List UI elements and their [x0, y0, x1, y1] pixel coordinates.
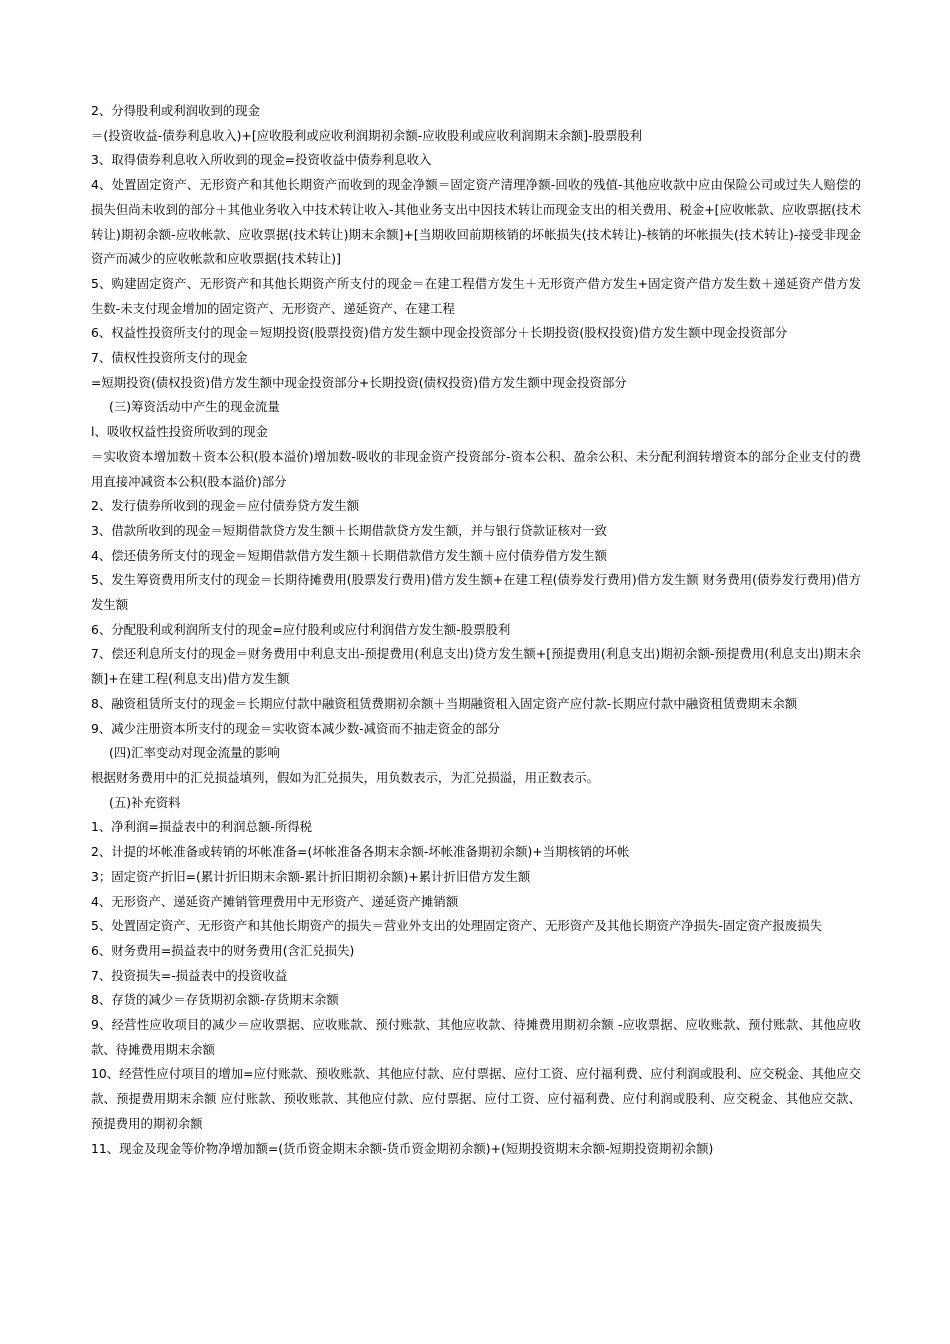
paragraph-bond-issue: 2、发行债券所收到的现金＝应付债券贷方发生额 [91, 498, 360, 514]
paragraph-net-profit: 1、净利润=损益表中的利润总额-所得税 [91, 819, 312, 835]
paragraph-financing-costs: 5、发生筹资费用所支付的现金＝长期待摊费用(股票发行费用)借方发生额+在建工程(债券发行费用)借方发生额 财务费用(债券发行费用)借方发生额 [91, 572, 861, 613]
section-heading-financing: (三)筹资活动中产生的现金流量 [109, 399, 280, 415]
paragraph-finance-expense: 6、财务费用=损益表中的财务费用(含汇兑损失) [91, 942, 355, 958]
section-heading-supplementary: (五)补充资料 [109, 794, 181, 810]
paragraph-depreciation: 3；固定资产折旧=(累计折旧期末余额-累计折旧期初余额)+累计折旧借方发生额 [91, 868, 531, 884]
paragraph-purchase-assets: 5、购建固定资产、无形资产和其他长期资产所支付的现金＝在建工程借方发生＋无形资产借方发生+固定资产借方发生数＋递延资产借方发生数-未支付现金增加的固定资产、无形资产、递延资产、在建工程 [91, 275, 861, 316]
document-body [91, 99, 861, 1161]
paragraph-cash-net-increase: 11、现金及现金等价物净增加额=(货币资金期末余额-货币资金期初余额)+(短期投资期末余额-短期投资期初余额) [91, 1140, 714, 1156]
paragraph-equity-received-formula: ＝实收资本增加数＋资本公积(股本溢价)增加数-吸收的非现金资产投资部分-资本公积、盈余公积、未分配利润转增资本的部分企业支付的费用直接冲减资本公积(股本溢价)部分 [91, 448, 861, 489]
paragraph-finance-lease: 8、融资租赁所支付的现金＝长期应付款中融资租赁费期初余额＋当期融资租入固定资产应付款-长期应付款中融资租赁费期末余额 [91, 695, 798, 711]
paragraph-bond-interest: 3、取得债券利息收入所收到的现金=投资收益中债券利息收入 [91, 152, 432, 168]
paragraph-investment-loss: 7、投资损失=-损益表中的投资收益 [91, 967, 288, 983]
paragraph-bad-debt: 2、计提的坏帐准备或转销的坏帐准备=(坏帐准备各期末余额-坏帐准备期初余额)+当期核销的坏帐 [91, 844, 630, 860]
paragraph-debt-repayment: 4、偿还债务所支付的现金＝短期借款借方发生额＋长期借款借方发生额＋应付债券借方发生额 [91, 547, 607, 563]
section-heading-exchange-rate: (四)汇率变动对现金流量的影响 [109, 745, 280, 761]
paragraph-borrowing: 3、借款所收到的现金＝短期借款贷方发生额＋长期借款贷方发生额，并与银行贷款证核对一致 [91, 522, 607, 538]
paragraph-debt-investment-formula: =短期投资(债权投资)借方发生额中现金投资部分+长期投资(债权投资)借方发生额中现金投资部分 [91, 374, 627, 390]
paragraph-payables-increase: 10、经营性应付项目的增加=应付账款、预收账款、其他应付款、应付票据、应付工资、应付福利费、应付利润或股利、应交税金、其他应交款、预提费用期末余额 应付账款、预收账款、其他应付款、应付票据、应付工资、应付福利费、应付利润或股利、应交税金、其他应交款、预提费用的期初余额 [91, 1066, 861, 1131]
paragraph-equity-received-title: l、吸收权益性投资所收到的现金 [91, 424, 268, 440]
paragraph-dividend-cash-title: 2、分得股利或利润收到的现金 [91, 103, 260, 118]
paragraph-debt-investment-title: 7、债权性投资所支付的现金 [91, 350, 248, 366]
paragraph-interest-paid: 7、偿还利息所支付的现金＝财务费用中利息支出-预提费用(利息支出)贷方发生额+[预提费用(利息支出)期初余额-预提费用(利息支出)期末余额]+在建工程(利息支出)借方发生额 [91, 646, 861, 687]
paragraph-dividend-paid: 6、分配股利或利润所支付的现金=应付股利或应付利润借方发生额-股票股利 [91, 621, 511, 637]
paragraph-exchange-rate: 根据财务费用中的汇兑损益填列，假如为汇兑损失，用负数表示，为汇兑损溢，用正数表示。 [91, 769, 600, 785]
paragraph-dividend-cash-formula: ＝(投资收益-债券利息收入)+[应收股利或应收利润期初余额-应收股利或应收利润期末余额]-股票股利 [91, 127, 643, 143]
paragraph-disposal-loss: 5、处置固定资产、无形资产和其他长期资产的损失＝营业外支出的处理固定资产、无形资产及其他长期资产净损失-固定资产报废损失 [91, 918, 823, 934]
paragraph-amortization: 4、无形资产、递延资产摊销管理费用中无形资产、递延资产摊销额 [91, 893, 459, 909]
paragraph-inventory-decrease: 8、存货的减少＝存货期初余额-存货期末余额 [91, 992, 339, 1008]
paragraph-disposal-assets: 4、处置固定资产、无形资产和其他长期资产而收到的现金净额＝固定资产清理净额-回收的残值-其他应收款中应由保险公司或过失人赔偿的损失但尚未收到的部分＋其他业务收入中技术转让收入-其他业务支出中因技术转让而现金支出的相关费用、税金+[应收帐款、应收票据(技术转让)期初余额-应收帐款、应收票据(技术转让)期末余额]+[当期收回前期核销的坏帐损失(技术转让)-核销的坏帐损失(技术转让)-接受非现金资产而减少的应收帐款和应收票据(技术转让)] [91, 177, 861, 267]
paragraph-capital-reduction: 9、减少注册资本所支付的现金＝实收资本减少数-减资而不抽走资金的部分 [91, 720, 500, 736]
paragraph-equity-investment: 6、权益性投资所支付的现金＝短期投资(股票投资)借方发生额中现金投资部分＋长期投资(股权投资)借方发生额中现金投资部分 [91, 325, 788, 341]
paragraph-receivables-decrease: 9、经营性应收项目的减少＝应收票据、应收账款、预付账款、其他应收款、待摊费用期初余额 -应收票据、应收账款、预付账款、其他应收款、待摊费用期末余额 [91, 1017, 861, 1057]
